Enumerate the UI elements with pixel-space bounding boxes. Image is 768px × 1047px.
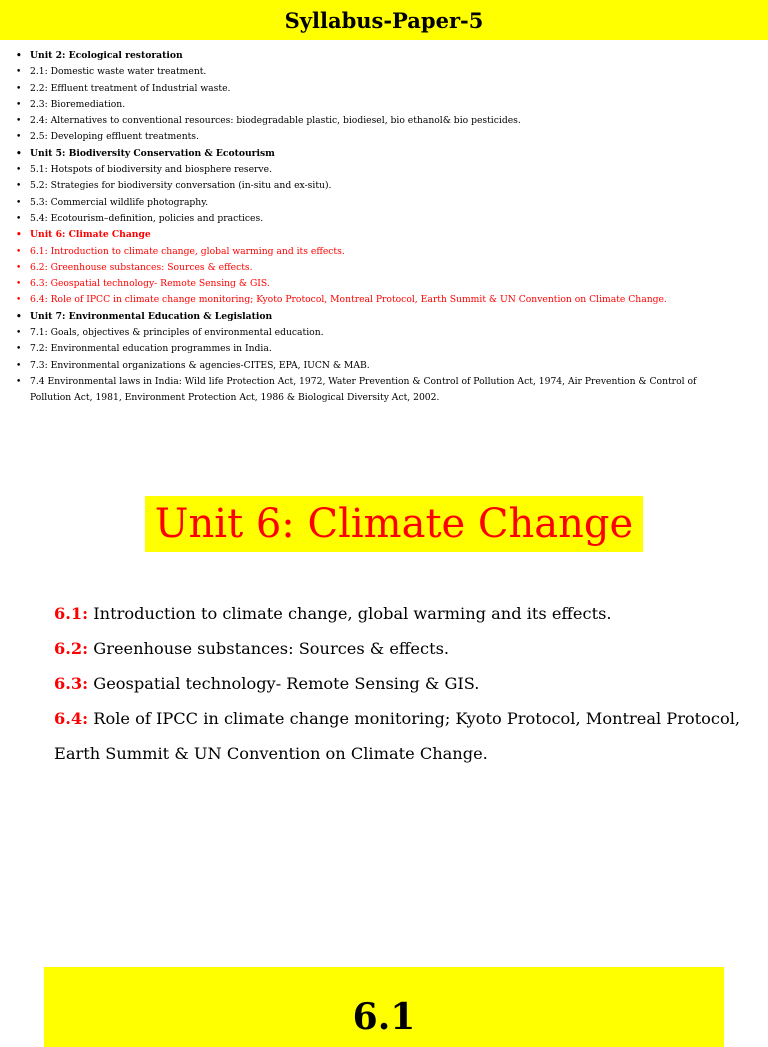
topic-item [54,596,754,631]
list-item: • Unit 6: Climate Change [16,227,736,243]
list-item: • 7.4 Environmental laws in India: Wild life Protection Act, 1972, Water Prevention & Control of Pollution Act, 1974, Air Prevention & Control of Pollution Act, 1981, Environment Protection Act, 1986 & Biological Diversity Act, 2002. [16,374,736,407]
list-item: • 5.1: Hotspots of biodiversity and biosphere reserve. [16,162,736,178]
topic-item [54,631,754,666]
list-item: • 6.2: Greenhouse substances: Sources & effects. [16,260,736,276]
topic-text: Introduction to climate change, global warming and its effects. [88,604,612,623]
topic-number: 6.1: [54,604,89,623]
list-item: • 6.1: Introduction to climate change, global warming and its effects. [16,244,736,260]
page-title: Syllabus-Paper-5 [284,7,484,33]
syllabus-list [16,48,736,407]
list-item: • 2.4: Alternatives to conventional resources: biodegradable plastic, biodiesel, bio ethanol& bio pesticides. [16,113,736,129]
list-item: • 2.2: Effluent treatment of Industrial waste. [16,81,736,97]
list-item: • 5.2: Strategies for biodiversity conversation (in-situ and ex-situ). [16,178,736,194]
list-item: • 6.4: Role of IPCC in climate change monitoring; Kyoto Protocol, Montreal Protocol, Earth Summit & UN Convention on Climate Change. [16,292,736,308]
unit-heading-box [145,496,643,552]
topic-text: Role of IPCC in climate change monitoring; Kyoto Protocol, Montreal Protocol, Earth Summit & UN Convention on Climate Change. [54,709,741,763]
topic-number: 6.3: [54,674,89,693]
unit-heading: Unit 6: Climate Change [154,501,634,547]
topic-item [54,666,754,701]
topic-list [54,596,754,771]
list-item: • 6.3: Geospatial technology- Remote Sensing & GIS. [16,276,736,292]
topic-text: Geospatial technology- Remote Sensing & GIS. [88,674,480,693]
topic-item [54,701,754,771]
topic-number: 6.2: [54,639,89,658]
list-item: • Unit 7: Environmental Education & Legislation [16,309,736,325]
list-item: • 2.3: Bioremediation. [16,97,736,113]
topic-number: 6.4: [54,709,89,728]
list-item: • 2.5: Developing effluent treatments. [16,129,736,145]
topic-text: Greenhouse substances: Sources & effects. [88,639,450,658]
list-item: • 2.1: Domestic waste water treatment. [16,64,736,80]
list-item: • 7.1: Goals, objectives & principles of environmental education. [16,325,736,341]
list-item: • Unit 5: Biodiversity Conservation & Ecotourism [16,146,736,162]
section-label: 6.1 [352,996,416,1038]
list-item: • 5.4: Ecotourism–definition, policies and practices. [16,211,736,227]
section-banner [44,967,724,1047]
list-item: • Unit 2: Ecological restoration [16,48,736,64]
list-item: • 5.3: Commercial wildlife photography. [16,195,736,211]
list-item: • 7.2: Environmental education programmes in India. [16,341,736,357]
title-banner [0,0,768,40]
list-item: • 7.3: Environmental organizations & agencies-CITES, EPA, IUCN & MAB. [16,358,736,374]
